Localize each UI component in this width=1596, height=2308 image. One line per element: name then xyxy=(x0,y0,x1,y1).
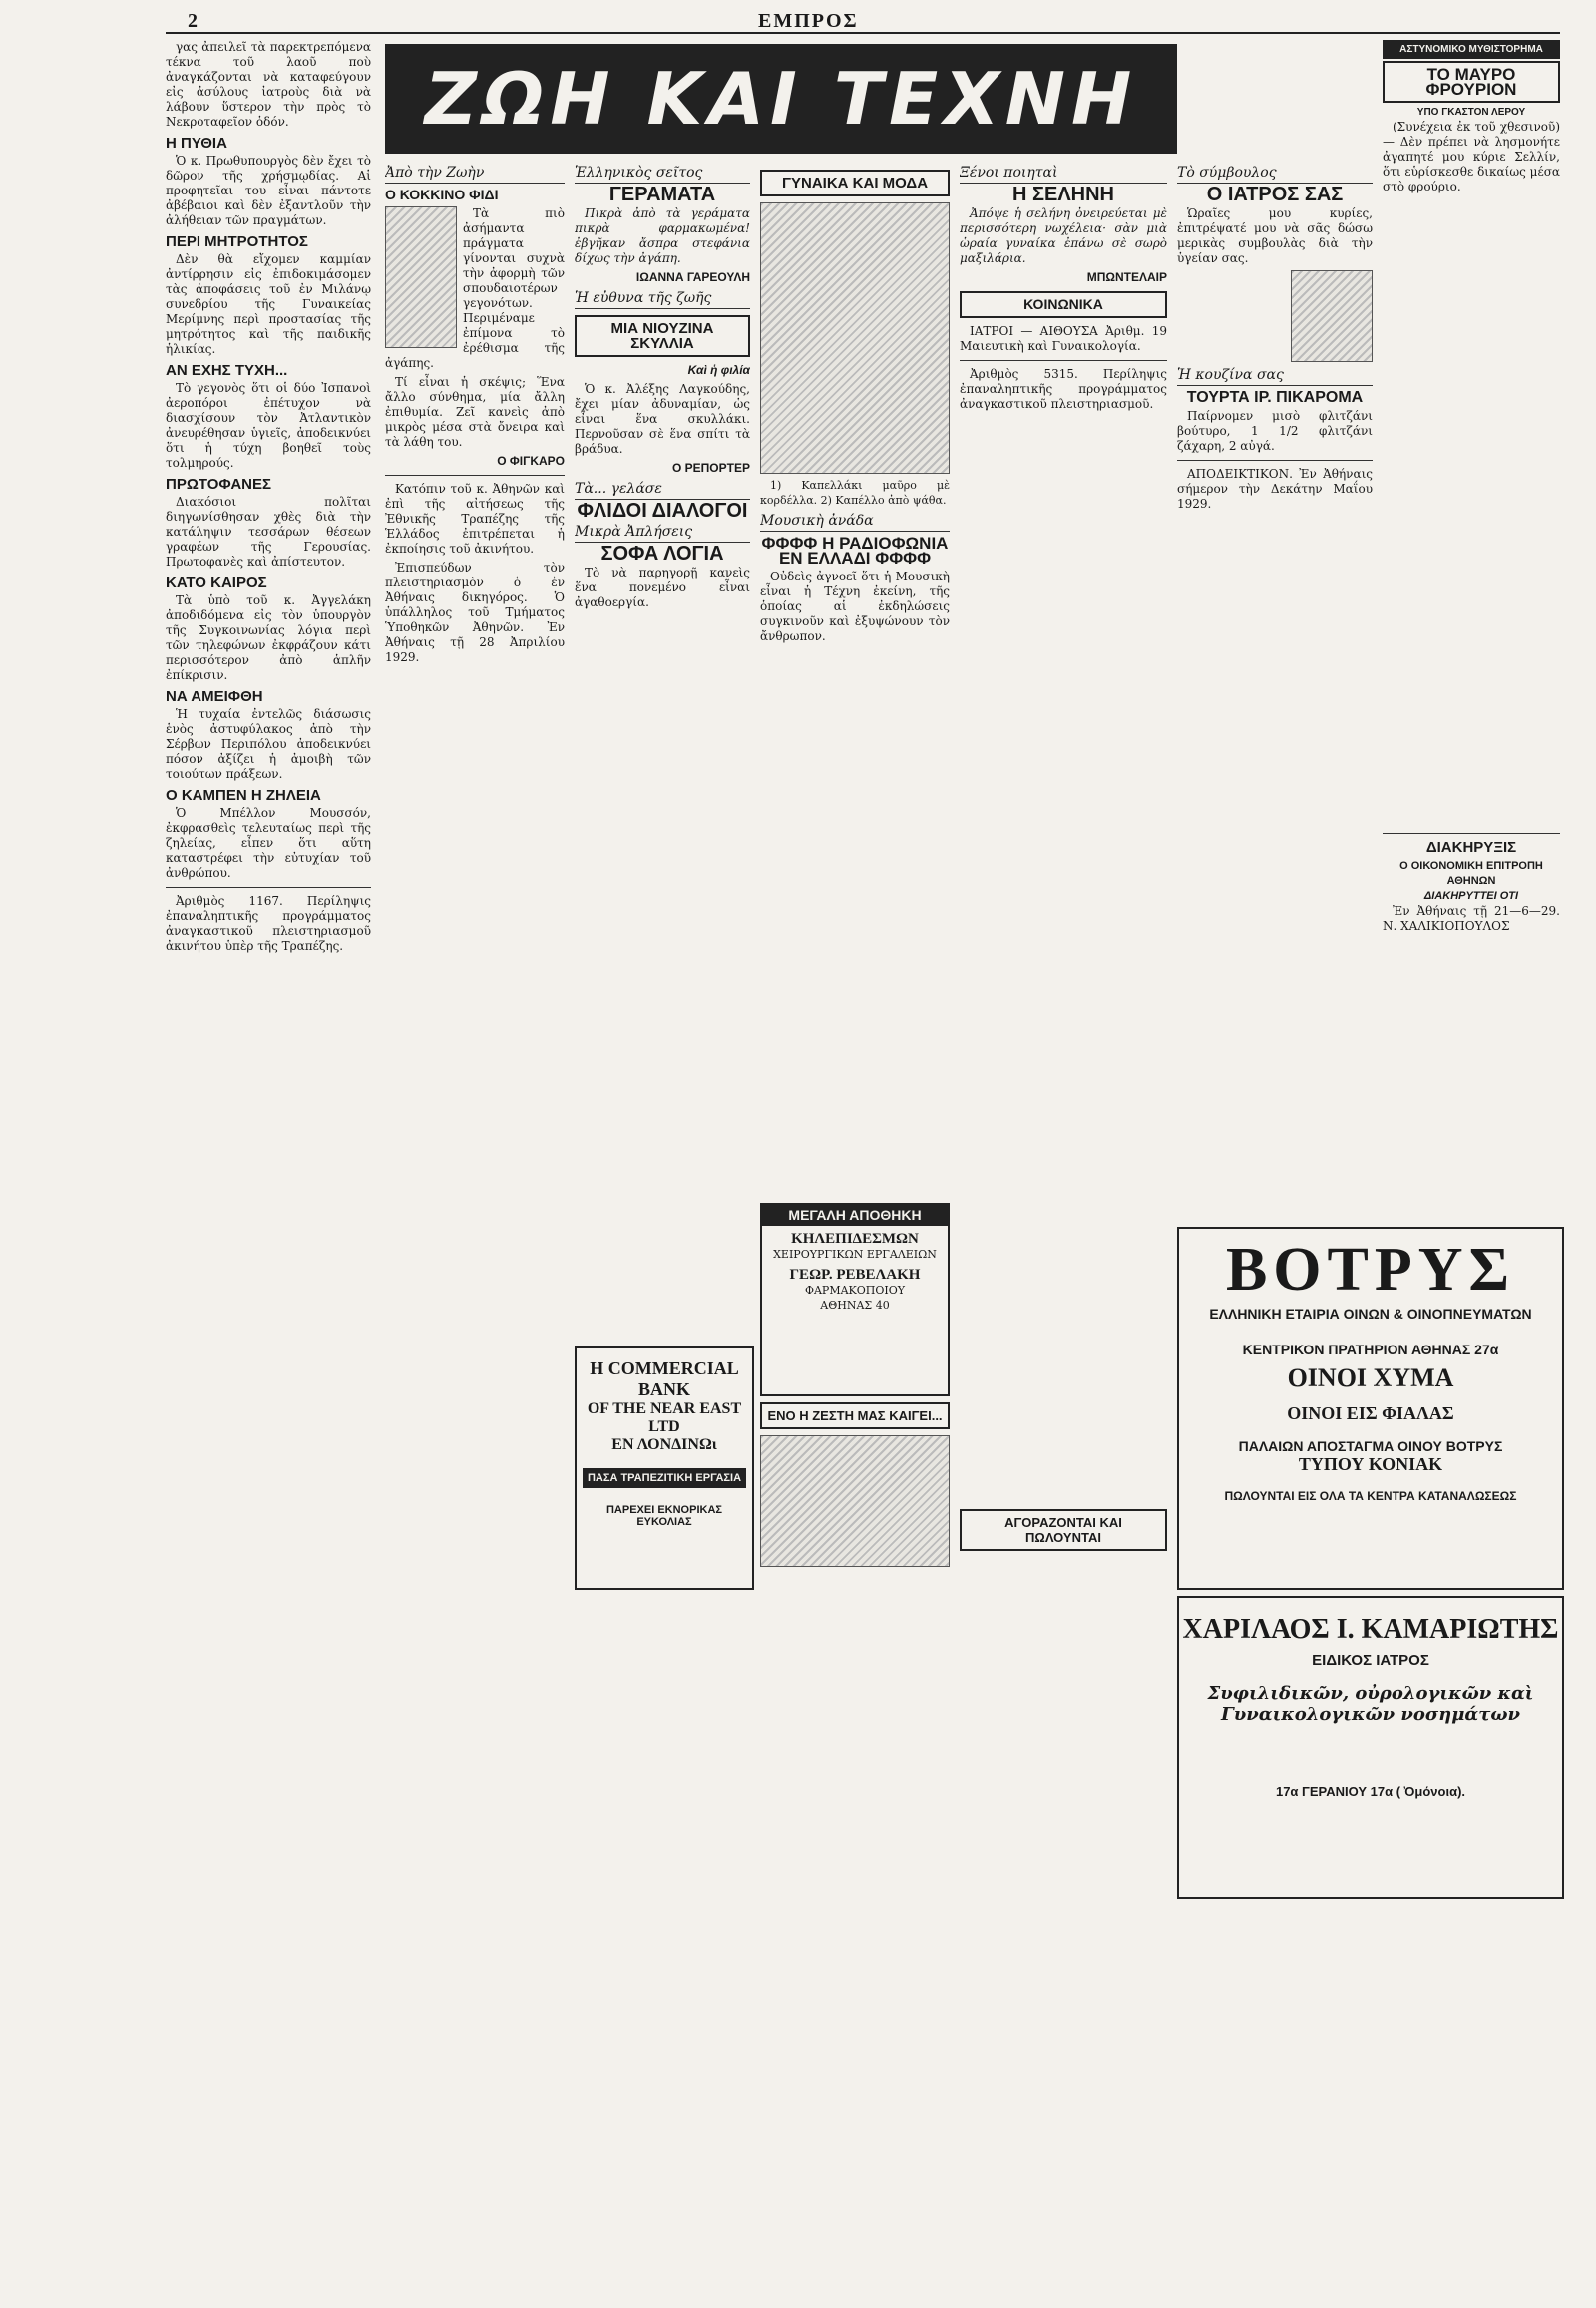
section-label-symvoulos: Τὸ σύμβουλος xyxy=(1177,164,1373,184)
signature-figaro: Ο ΦΙΓΚΑΡΟ xyxy=(497,454,565,468)
botrys-title: ΒΟΤΡΥΣ xyxy=(1225,1236,1516,1304)
article-title-sofa-logia: ΣΟΦΑ ΛΟΓΙΑ xyxy=(600,543,724,565)
divider xyxy=(1383,833,1560,834)
bank-name: Η COMMERCIAL BANK xyxy=(590,1358,739,1399)
fashion-title-box xyxy=(760,170,950,196)
signature-reporter: Ο ΡΕΠΟΡΤΕΡ xyxy=(671,461,750,475)
column-7 xyxy=(1383,40,1560,1217)
article-text-skyllia: Ὁ κ. Ἀλέξης Λαγκούδης, ἔχει μίαν ἀδυναμίαν, ὡς εἶναι ἕνα σκυλλάκι. Περνοῦσαν σὲ ἕνα σπίτι τὰ βράδυα. xyxy=(575,382,750,456)
heading-zileia: Ο ΚΑΜΠΕΝ Η ΖΗΛΕΙΑ xyxy=(166,787,321,804)
banner-title: ΖΩΗ ΚΑΙ ΤΕΧΝΗ xyxy=(424,57,1138,141)
serial-title: ΤΟ ΜΑΥΡΟ ΦΡΟΥΡΙΟΝ xyxy=(1425,65,1517,99)
article-text-fidi-1: Τὰ πιὸ ἀσήμαντα πράγματα γίνονται συχνὰ τὴν ἀφορμὴ τῶν σπουδαιοτέρων γεγονότων. Περιμέναμε ἐπίμονα τὸ ἐρέθισμα τῆς ἀγάπης. xyxy=(385,206,565,370)
poem-signature-baudelaire: ΜΠΩΝΤΕΛΑΙΡ xyxy=(1086,270,1167,284)
divider xyxy=(1177,460,1373,461)
buy-sell-box xyxy=(960,1509,1167,1551)
fashion-illustration xyxy=(760,202,950,474)
doctor-advertisement xyxy=(1177,1596,1564,1899)
pharmacy-ad-line-4: ΦΑΡΜΑΚΟΠΟΙΟΥ xyxy=(804,1284,906,1297)
serial-title-box xyxy=(1383,61,1560,103)
section-label-kouzina: Ἡ κουζίνα σας xyxy=(1177,366,1373,386)
article-text-sofa-logia: Τὸ νὰ παρηγορῇ κανεὶς ἕνα πονεμένο εἶναι ἀγαθοεργία. xyxy=(575,566,750,609)
summer-illustration xyxy=(760,1435,950,1567)
section-label-zois: Ἡ εὐθυνα τῆς ζωῆς xyxy=(575,289,750,309)
column-6 xyxy=(1177,164,1373,1201)
botrys-line-5: ΠΑΛΑΙΩΝ ΑΠΟΣΤΑΓΜΑ ΟΙΝΟΥ ΒΟΤΡΥΣ xyxy=(1238,1438,1503,1454)
poem-text: Πικρὰ ἀπὸ τὰ γεράματα πικρὰ φαρμακωμένα! ἐβγῆκαν ἄσπρα στεφάνια δίχως τὴν ἀγάπη. xyxy=(575,206,750,265)
divider xyxy=(385,475,565,476)
heading-pythia: Η ΠΥΘΙΑ xyxy=(166,135,227,152)
divider xyxy=(166,887,371,888)
serial-label: ΑΣΤΥΝΟΜΙΚΟ ΜΥΘΙΣΤΟΡΗΜΑ xyxy=(1383,40,1560,59)
column-4 xyxy=(760,164,950,2069)
section-label-aplisis: Μικρὰ Ἀπλήσεις xyxy=(575,523,750,543)
botrys-advertisement xyxy=(1177,1227,1564,1590)
text-ameifthi: Ἡ τυχαία ἐντελῶς διάσωσις ἑνὸς ἀστυφύλακος ἀπὸ τὴν Σέρβων Περιπόλου ἀποδεικνύει πόσον ἀξίζει ἡ ἀμοιβὴ τῶν τοιούτων πράξεων. xyxy=(166,707,371,781)
legal-notice-2: Ἐπισπεύδων τὸν πλειστηριασμὸν ὁ ἐν Ἀθήναις δικηγόρος. Ὁ ὑπάλληλος τοῦ Τμήματος Ὑποθηκῶν Ἀθηνῶν. Ἐν Ἀθήναις τῇ 28 Ἀπριλίου 1929. xyxy=(385,561,565,664)
botrys-line-2: ΚΕΝΤΡΙΚΟΝ ΠΡΑΤΗΡΙΟΝ ΑΘΗΝΑΣ 27α xyxy=(1242,1342,1499,1357)
pharmacy-ad-address: ΑΘΗΝΑΣ 40 xyxy=(820,1299,890,1312)
bank-city: ΕΝ ΛΟΝΔΙΝΩι xyxy=(611,1436,717,1453)
doctor-address: 17α ΓΕΡΑΝΙΟΥ 17α ( Ὀμόνοια). xyxy=(1275,1784,1466,1799)
heat-title-box xyxy=(760,1402,950,1429)
radio-text: Οὐδεὶς ἀγνοεῖ ὅτι ἡ Μουσικὴ εἶναι ἡ Τέχνη ἐκείνη, τῆς ὁποίας αἱ ἐκδηλώσεις συγκινοῦν καὶ ἐξυψώνουν τὸν ἄνθρωπον. xyxy=(760,570,950,643)
pharmacy-advertisement xyxy=(760,1203,950,1396)
heading-ameifthi: ΝΑ ΑΜΕΙΦΘΗ xyxy=(166,688,263,705)
recipe-text: Παίρνομεν μισὸ φλιτζάνι βούτυρο, 1 1/2 φλιτζάνι ζάχαρη, 2 αὐγά. xyxy=(1177,409,1373,453)
bank-advertisement xyxy=(575,1346,754,1590)
social-title: ΚΟΙΝΩΝΙΚΑ xyxy=(1023,296,1103,312)
doctor-illustration xyxy=(1291,270,1373,362)
article-title-skyllia: ΜΙΑ ΝΙΟΥΖΙΝΑ ΣΚΥΛΛΙΑ xyxy=(610,320,714,352)
text-kairos: Τὰ ὑπὸ τοῦ κ. Ἀγγελάκη ἀποδιδόμενα εἰς τὸν ὑπουργὸν τῆς Συγκοινωνίας λόγια περὶ τῶν τηλεφώνων ἐκφράζουν κάτι περισσότερον ἀπὸ ἁπλῆν ἐπίκρισιν. xyxy=(166,593,371,682)
column-2 xyxy=(385,164,565,2069)
section-label-zoi: Ἀπὸ τὴν Ζωὴν xyxy=(385,164,565,184)
text-protofanes: Διακόσιοι πολῖται διηγωνίσθησαν χθὲς διὰ τὴν κατάληψιν τεσσάρων θέσεων γραφέων τῆς Γερουσίας. Πρωτοφανὲς καὶ ἀπίστευτον. xyxy=(166,495,371,569)
heading-kairos: ΚΑΤΟ ΚΑΙΡΟΣ xyxy=(166,575,267,591)
poem-text-selini: Ἀπόψε ἡ σελήνη ὀνειρεύεται μὲ περισσότερη νωχέλεια· σὰν μιὰ ὡραία γυναίκα ἐπάνω σὲ σωρὸ μαξιλάρια. xyxy=(960,206,1167,265)
botrys-line-1: ΕΛΛΗΝΙΚΗ ΕΤΑΙΡΙΑ ΟΙΝΩΝ & ΟΙΝΟΠΝΕΥΜΑΤΩΝ xyxy=(1209,1306,1532,1322)
intro-text: γας ἀπειλεῖ τὰ παρεκτρεπόμενα τέκνα τοῦ λαοῦ ποὺ ἀναγκάζονται νὰ καταφεύγουν εἰς ἀσύλους ἰατροὺς διὰ νὰ λάβουν ὕστερον τὴν πρὸς τὸ Νεκροταφεῖον ὁδόν. xyxy=(166,40,371,129)
doctor-specialties: Συφιλιδικῶν, οὐρολογικῶν καὶ Γυναικολογικῶν νοσημάτων xyxy=(1207,1683,1534,1725)
notice-issuer-2: ΔΙΑΚΗΡΥΤΤΕΙ ΟΤΙ xyxy=(1423,890,1519,902)
fashion-caption: 1) Καπελλάκι μαῦρο μὲ κορδέλλα. 2) Καπέλλο ἀπὸ ψάθα. xyxy=(760,479,950,507)
notice-title: ΔΙΑΚΗΡΥΞΙΣ xyxy=(1425,839,1517,856)
divider xyxy=(960,360,1167,361)
social-title-box xyxy=(960,291,1167,318)
column-1 xyxy=(166,40,371,2075)
pharmacy-ad-owner: ΓΕΩΡ. ΡΕΒΕΛΑΚΗ xyxy=(789,1267,921,1283)
legal-notice-1: Ἀριθμὸς 1167. Περίληψις ἐπαναληπτικῆς προγράμματος ἀναγκαστικοῦ πλειστηριασμοῦ ἀκινήτου ὑπὲρ τῆς Τραπέζης. xyxy=(166,894,371,953)
heading-tyxi: ΑΝ ΕΧΗΣ ΤΥΧΗ... xyxy=(166,362,288,379)
notice-text: Ἐν Ἀθήναις τῇ 21—6—29. Ν. ΧΑΛΙΚΙΟΠΟΥΛΟΣ xyxy=(1383,904,1560,933)
doctor-column-title: Ο ΙΑΤΡΟΣ ΣΑΣ xyxy=(1206,184,1344,205)
text-pythia: Ὁ κ. Πρωθυπουργὸς δὲν ἔχει τὸ δῶρον τῆς χρήσμῳδίας. Αἱ προφητεῖαι του εἶναι πάντοτε ἀβέβαιοι καὶ δὲν ἐξαντλοῦν τὴν ἀλήθειαν τῶν πραγμάτων. xyxy=(166,154,371,227)
article-title-dialogoi: ΦΛΙΔΟΙ ΔΙΑΛΟΓΟΙ xyxy=(577,500,748,522)
serial-byline: ΥΠΟ ΓΚΑΣΤΟΝ ΛΕΡΟΥ xyxy=(1416,107,1526,118)
legal-text: Κατόπιν τοῦ κ. Ἀθηνῶν καὶ ἐπὶ τῆς αἰτήσεως τῆς Ἐθνικῆς Τραπέζης τῆς Ἑλλάδος ἐπιτρέπεται ἡ ἐκποίησις τοῦ ἀκινήτου. xyxy=(385,482,565,556)
poem-title: ΓΕΡΑΜΑΤΑ xyxy=(608,184,716,205)
article-title-fidi: Ο ΚΟΚΚΙΝΟ ΦΙΔΙ xyxy=(385,187,499,202)
column-5 xyxy=(960,164,1167,2069)
botrys-line-3: ΟΙΝΟΙ ΧΥΜΑ xyxy=(1287,1363,1454,1392)
fashion-title: ΓΥΝΑΙΚΑ ΚΑΙ ΜΟΔΑ xyxy=(781,175,929,192)
caricature-illustration xyxy=(385,206,457,348)
botrys-line-4: ΟΙΝΟΙ ΕΙΣ ΦΙΑΛΑΣ xyxy=(1287,1403,1454,1423)
section-label-gelase: Τὰ... γελάσε xyxy=(575,480,750,500)
pharmacy-ad-line-1: ΚΗΛΕΠΙΔΕΣΜΩΝ xyxy=(791,1231,919,1247)
buy-sell-title: ΑΓΟΡΑΖΟΝΤΑΙ ΚΑΙ ΠΩΛΟΥΝΤΑΙ xyxy=(1004,1515,1122,1545)
receipt-text: ΑΠΟΔΕΙΚΤΙΚΟΝ. Ἐν Ἀθήναις σήμερον τὴν Δεκάτην Μαΐου 1929. xyxy=(1177,467,1373,511)
botrys-line-6: ΤΥΠΟΥ ΚΟΝΙΑΚ xyxy=(1298,1454,1443,1474)
bank-services: ΠΑΣΑ ΤΡΑΠΕΖΙΤΙΚΗ ΕΡΓΑΣΙΑ xyxy=(583,1468,746,1488)
text-zileia: Ὁ Μπέλλον Μουσσόν, ἐκφρασθεὶς τελευταίως περὶ τῆς ζηλείας, εἶπεν ὅτι αὕτη καταστρέφει τὴν εὐτυχίαν τοῦ ἀνθρώπου. xyxy=(166,806,371,880)
botrys-line-7: ΠΩΛΟΥΝΤΑΙ ΕΙΣ ΟΛΑ ΤΑ ΚΕΝΤΡΑ ΚΑΤΑΝΑΛΩΣΕΩΣ xyxy=(1224,1489,1517,1503)
newspaper-name: ΕΜΠΡΟΣ xyxy=(758,10,859,32)
recipe-title: ΤΟΥΡΤΑ ΙΡ. ΠΙΚΑΡΟΜΑ xyxy=(1186,389,1364,406)
text-tyxi: Τὸ γεγονὸς ὅτι οἱ δύο Ἰσπανοὶ ἀεροπόροι ἐπέτυχον νὰ διασχίσουν τὸν Ἀτλαντικὸν ἀνευρέθησαν ὑγιεῖς, ἀποδεικνύει ὅτι ἡ τύχη βοηθεῖ τοὺς τολμηρούς. xyxy=(166,381,371,470)
serial-text: (Συνέχεια ἐκ τοῦ χθεσινοῦ) — Δὲν πρέπει νὰ λησμονήτε ἀγαπητέ μου κύριε Σελλίν, ὅτι εὑρίσκεσθε δικαίως μέσα στὸ φρούριο. xyxy=(1383,120,1560,193)
pharmacy-ad-line-2: ΧΕΙΡΟΥΡΓΙΚΩΝ ΕΡΓΑΛΕΙΩΝ xyxy=(773,1248,937,1261)
article-text-fidi-2: Τί εἶναι ἡ σκέψις; Ἕνα ἄλλο σύνθημα, μία ἄλλη ἐπιθυμία. Ζεῖ κανεὶς ἀπὸ μικρὸς μέσα στὰ ὄνειρα καὶ τὰ λάθη του. xyxy=(385,375,565,449)
doctor-name: ΧΑΡΙΛΑΟΣ Ι. ΚΑΜΑΡΙΩΤΗΣ xyxy=(1182,1614,1559,1645)
text-mitrotitos: Δὲν θὰ εἴχομεν καμμίαν ἀντίρρησιν εἰς ἐπιδοκιμάσομεν τὰς ἀποφάσεις τοῦ ἐν Μιλάνῳ συνεδρίου τῆς Γυναικείας Μερίμνης περὶ προστασίας τῆς μητρότητος καὶ τῆς παιδικῆς ἡλικίας. xyxy=(166,252,371,356)
doctor-column-text: Ὡραῖες μου κυρίες, ἐπιτρέψατέ μου νὰ σᾶς δώσω μερικὰς συμβουλὰς διὰ τὴν ὑγείαν σας. xyxy=(1177,206,1373,265)
page-number: 2 xyxy=(188,10,198,32)
section-label-stixos: Ἑλληνικὸς σεῖτος xyxy=(575,164,750,184)
heat-title: ΕΝΟ Η ΖΕΣΤΗ ΜΑΣ ΚΑΙΓΕΙ... xyxy=(767,1408,943,1423)
section-label-mousiki: Μουσικὴ ἀνάδα xyxy=(760,512,950,532)
radio-title: ΦΦΦΦ Η ΡΑΔΙΟΦΩΝΙΑ ΕΝ ΕΛΛΑΔΙ ΦΦΦΦ xyxy=(761,534,949,568)
section-label-poiitai: Ξένοι ποιηταὶ xyxy=(960,164,1167,184)
article-title-box xyxy=(575,315,750,357)
poem-signature: ΙΩΑΝΝΑ ΓΑΡΕΟΥΛΗ xyxy=(635,270,750,284)
pharmacy-ad-title: ΜΕΓΑΛΗ ΑΠΟΘΗΚΗ xyxy=(762,1205,948,1226)
poem-title-selini: Η ΣΕΛΗΝΗ xyxy=(1011,184,1114,205)
heading-protofanes: ΠΡΩΤΟΦΑΝΕΣ xyxy=(166,476,272,493)
column-3 xyxy=(575,164,750,1341)
section-banner xyxy=(385,44,1177,154)
doctor-title: ΕΙΔΙΚΟΣ ΙΑΤΡΟΣ xyxy=(1312,1652,1429,1669)
article-subtitle: Καὶ ἡ φιλία xyxy=(687,363,750,377)
bank-name-2: OF THE NEAR EAST LTD xyxy=(587,1400,742,1435)
heading-mitrotitos: ΠΕΡΙ ΜΗΤΡΟΤΗΤΟΣ xyxy=(166,233,308,250)
social-text: ΙΑΤΡΟΙ — ΑΙΘΟΥΣΑ Ἀριθμ. 19 Μαιευτικὴ καὶ Γυναικολογία. xyxy=(960,324,1167,353)
legal-notice-3: Ἀριθμὸς 5315. Περίληψις ἐπαναληπτικῆς προγράμματος ἀναγκαστικοῦ πλειστηριασμοῦ. xyxy=(960,367,1167,411)
notice-issuer: Ο ΟΙΚΟΝΟΜΙΚΗ ΕΠΙΤΡΟΠΗ ΑΘΗΝΩΝ xyxy=(1399,860,1543,887)
header-rule xyxy=(166,32,1560,34)
bank-facilities: ΠΑΡΕΧΕΙ ΕΚΝΟΡΙΚΑΣ ΕΥΚΟΛΙΑΣ xyxy=(605,1504,722,1528)
